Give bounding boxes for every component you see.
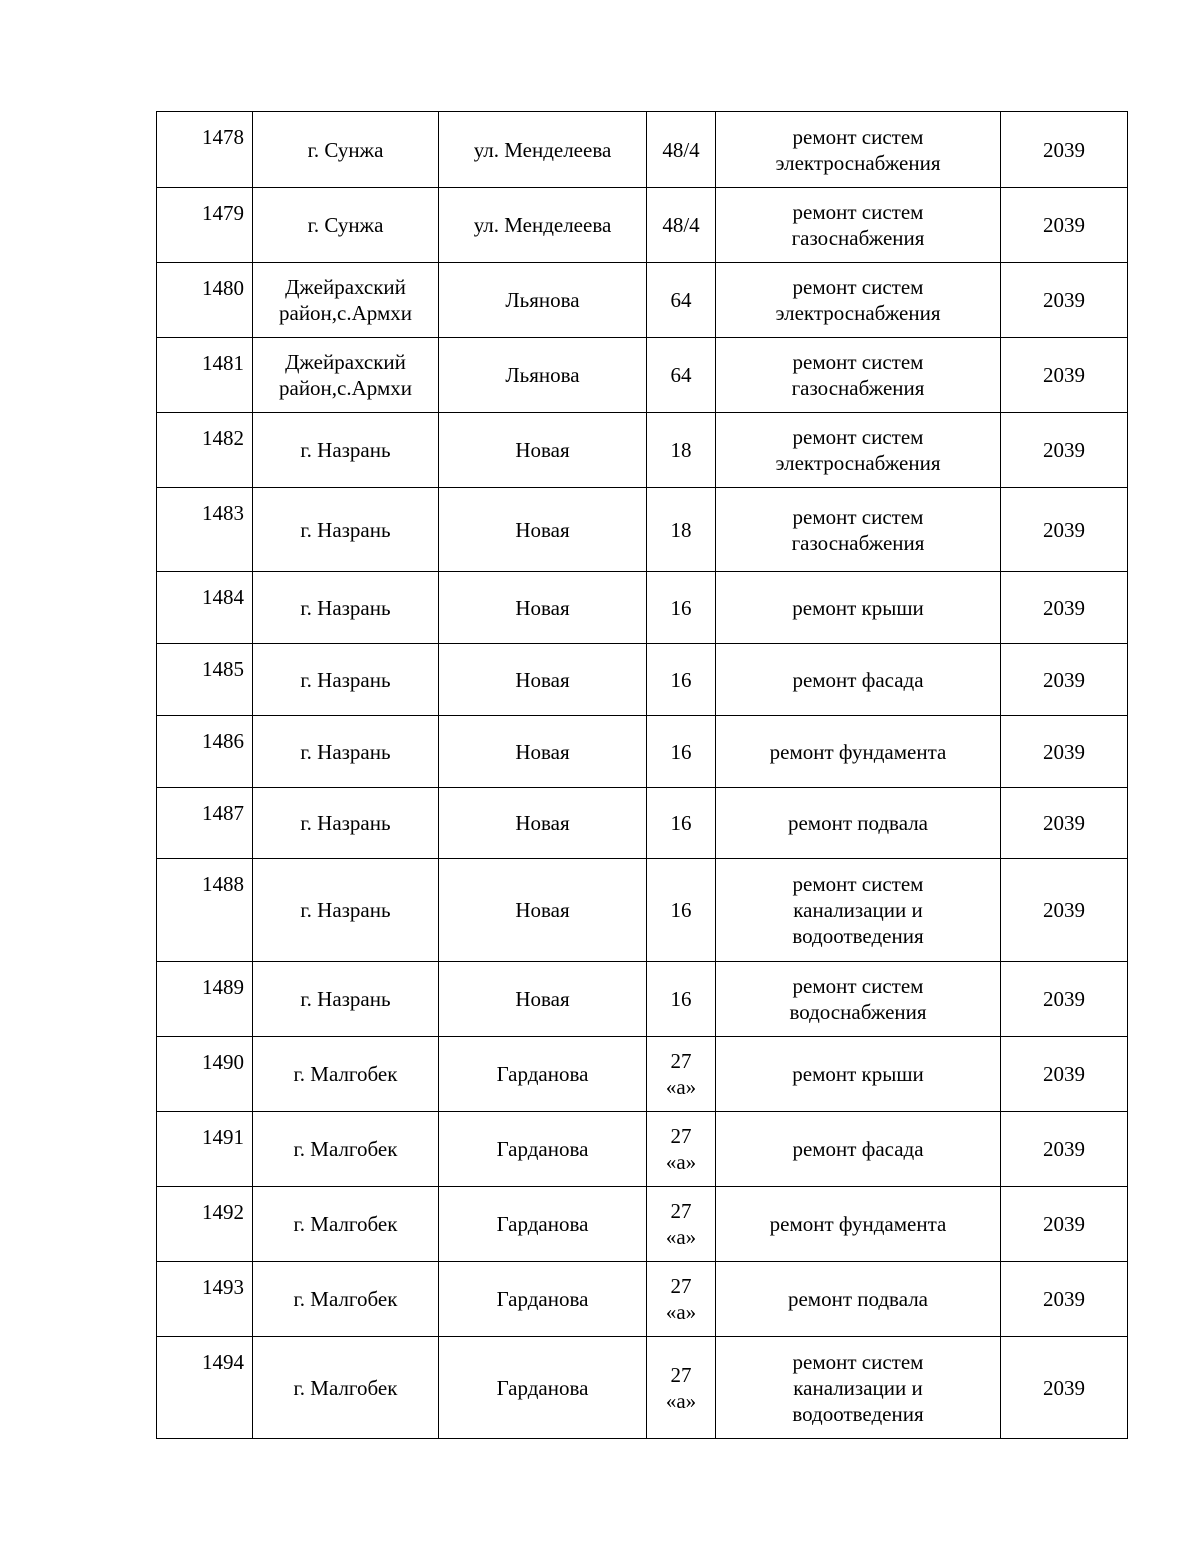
cell-house-line: 18	[670, 438, 692, 462]
cell-locality-line: г. Малгобек	[293, 1375, 398, 1400]
cell-house	[647, 1337, 716, 1439]
cell-year: 2039	[1001, 572, 1128, 644]
cell-house	[647, 413, 716, 488]
cell-work-type-line: электроснабжения	[775, 150, 941, 175]
cell-locality	[253, 413, 439, 488]
cell-house	[647, 716, 716, 788]
cell-year: 2039	[1001, 788, 1128, 859]
cell-house	[647, 1262, 716, 1337]
cell-work-type-line: канализации и	[793, 1375, 923, 1400]
cell-locality-line: Джейрахский	[285, 350, 406, 374]
cell-work-type	[716, 112, 1001, 188]
cell-house	[647, 1112, 716, 1187]
cell-house	[647, 112, 716, 188]
cell-locality-line: г. Назрань	[300, 898, 391, 922]
cell-work-type-line: ремонт систем	[792, 425, 924, 449]
table-row	[157, 644, 1128, 716]
cell-work-type-line: электроснабжения	[775, 301, 941, 325]
cell-work-type-line: ремонт систем	[792, 504, 924, 529]
cell-house-line: 48/4	[662, 137, 700, 162]
cell-year: 2039	[1001, 338, 1128, 413]
cell-year: 2039	[1001, 1262, 1128, 1337]
cell-locality	[253, 1262, 439, 1337]
cell-year: 2039	[1001, 716, 1128, 788]
cell-locality	[253, 1112, 439, 1187]
cell-street: Новая	[439, 413, 647, 488]
cell-house-line: «а»	[665, 1150, 697, 1174]
cell-number: 1493	[157, 1262, 253, 1337]
cell-year: 2039	[1001, 644, 1128, 716]
cell-street: Льянова	[439, 263, 647, 338]
cell-number: 1494	[157, 1337, 253, 1439]
cell-locality	[253, 1037, 439, 1112]
cell-number: 1489	[157, 962, 253, 1037]
cell-locality-line: г. Малгобек	[293, 1212, 398, 1236]
cell-street: Гарданова	[439, 1187, 647, 1262]
cell-locality	[253, 338, 439, 413]
cell-locality-line: г. Малгобек	[293, 1137, 398, 1161]
cell-work-type-line: газоснабжения	[791, 376, 925, 400]
cell-house-line: 27	[670, 1124, 692, 1148]
cell-locality	[253, 188, 439, 263]
table-row	[157, 338, 1128, 413]
cell-work-type-line: ремонт фундамента	[769, 1212, 947, 1236]
cell-locality-line: г. Сунжа	[307, 213, 384, 237]
cell-work-type	[716, 1112, 1001, 1187]
cell-street: Новая	[439, 644, 647, 716]
table-row	[157, 263, 1128, 338]
cell-house-line: 18	[670, 517, 692, 542]
cell-year: 2039	[1001, 859, 1128, 962]
cell-locality-line: г. Сунжа	[307, 137, 384, 162]
cell-work-type-line: ремонт фундамента	[769, 739, 947, 764]
cell-number: 1484	[157, 572, 253, 644]
cell-work-type	[716, 1337, 1001, 1439]
cell-work-type-line: ремонт фасада	[792, 1137, 924, 1161]
cell-work-type-line: ремонт систем	[792, 872, 924, 896]
cell-locality-line: г. Назрань	[300, 595, 391, 620]
cell-locality-line: г. Назрань	[300, 739, 391, 764]
cell-house-line: «а»	[665, 1075, 697, 1099]
cell-number: 1486	[157, 716, 253, 788]
cell-year: 2039	[1001, 1337, 1128, 1439]
cell-work-type	[716, 644, 1001, 716]
cell-work-type-line: ремонт крыши	[792, 1062, 924, 1086]
cell-work-type-line: ремонт фасада	[792, 667, 924, 692]
cell-house-line: 27	[670, 1049, 692, 1073]
cell-street: Гарданова	[439, 1037, 647, 1112]
cell-locality	[253, 859, 439, 962]
cell-locality	[253, 716, 439, 788]
table-row	[157, 716, 1128, 788]
cell-work-type-line: ремонт систем	[792, 1349, 924, 1374]
cell-number: 1481	[157, 338, 253, 413]
cell-house-line: «а»	[665, 1300, 697, 1324]
cell-number: 1488	[157, 859, 253, 962]
cell-year: 2039	[1001, 1187, 1128, 1262]
cell-locality	[253, 644, 439, 716]
cell-locality	[253, 962, 439, 1037]
cell-work-type	[716, 788, 1001, 859]
cell-street: ул. Менделеева	[439, 188, 647, 263]
cell-street: Гарданова	[439, 1262, 647, 1337]
table-row	[157, 1337, 1128, 1439]
cell-number: 1483	[157, 488, 253, 572]
cell-house-line: 16	[670, 595, 692, 620]
cell-number: 1487	[157, 788, 253, 859]
cell-work-type	[716, 1037, 1001, 1112]
cell-house-line: 48/4	[662, 213, 700, 237]
cell-house-line: 27	[670, 1362, 692, 1387]
cell-locality-line: г. Малгобек	[293, 1062, 398, 1086]
cell-house	[647, 1187, 716, 1262]
cell-locality	[253, 488, 439, 572]
cell-number: 1482	[157, 413, 253, 488]
cell-locality-line: г. Назрань	[300, 987, 391, 1011]
cell-work-type	[716, 263, 1001, 338]
cell-house	[647, 263, 716, 338]
table-row	[157, 1187, 1128, 1262]
cell-street: Новая	[439, 716, 647, 788]
table-row	[157, 572, 1128, 644]
cell-house-line: 27	[670, 1274, 692, 1298]
cell-number: 1492	[157, 1187, 253, 1262]
cell-work-type-line: электроснабжения	[775, 451, 941, 475]
cell-work-type	[716, 962, 1001, 1037]
cell-work-type-line: ремонт подвала	[787, 811, 929, 835]
table-row	[157, 112, 1128, 188]
cell-year: 2039	[1001, 1037, 1128, 1112]
cell-work-type-line: водоотведения	[792, 924, 924, 948]
cell-work-type-line: ремонт систем	[792, 974, 924, 998]
cell-work-type-line: газоснабжения	[791, 226, 925, 250]
cell-locality-line: Джейрахский	[285, 275, 406, 299]
cell-number: 1480	[157, 263, 253, 338]
table-row	[157, 962, 1128, 1037]
cell-locality-line: район,с.Армхи	[279, 376, 412, 400]
table-row	[157, 1037, 1128, 1112]
cell-locality-line: район,с.Армхи	[279, 301, 412, 325]
table-body	[157, 112, 1128, 1439]
cell-work-type	[716, 859, 1001, 962]
cell-work-type-line: ремонт систем	[792, 350, 924, 374]
cell-street: Новая	[439, 962, 647, 1037]
cell-work-type-line: водоснабжения	[789, 1000, 927, 1024]
cell-year: 2039	[1001, 1112, 1128, 1187]
cell-locality-line: г. Назрань	[300, 438, 391, 462]
cell-year: 2039	[1001, 962, 1128, 1037]
table-row	[157, 859, 1128, 962]
table-row	[157, 488, 1128, 572]
cell-house	[647, 188, 716, 263]
cell-house-line: 16	[670, 898, 692, 922]
cell-work-type	[716, 1187, 1001, 1262]
cell-house	[647, 1037, 716, 1112]
cell-house	[647, 859, 716, 962]
cell-street: Новая	[439, 859, 647, 962]
table-row	[157, 788, 1128, 859]
cell-street: Новая	[439, 572, 647, 644]
cell-house-line: 16	[670, 739, 692, 764]
cell-work-type-line: канализации и	[793, 898, 923, 922]
cell-house	[647, 962, 716, 1037]
cell-street: Новая	[439, 488, 647, 572]
cell-locality	[253, 572, 439, 644]
cell-locality	[253, 788, 439, 859]
cell-street: Новая	[439, 788, 647, 859]
cell-year: 2039	[1001, 188, 1128, 263]
cell-number: 1491	[157, 1112, 253, 1187]
cell-work-type-line: ремонт систем	[792, 124, 924, 149]
cell-locality-line: г. Малгобек	[293, 1287, 398, 1311]
cell-work-type	[716, 1262, 1001, 1337]
cell-house-line: 16	[670, 811, 692, 835]
cell-year: 2039	[1001, 112, 1128, 188]
table-row	[157, 188, 1128, 263]
cell-house	[647, 572, 716, 644]
cell-street: Гарданова	[439, 1337, 647, 1439]
table-row	[157, 413, 1128, 488]
cell-work-type	[716, 338, 1001, 413]
cell-year: 2039	[1001, 488, 1128, 572]
cell-number: 1478	[157, 112, 253, 188]
cell-house	[647, 644, 716, 716]
cell-work-type	[716, 572, 1001, 644]
cell-work-type	[716, 716, 1001, 788]
cell-work-type	[716, 413, 1001, 488]
cell-house-line: 64	[670, 363, 692, 387]
cell-house-line: 27	[670, 1199, 692, 1223]
cell-street: Льянова	[439, 338, 647, 413]
cell-street: Гарданова	[439, 1112, 647, 1187]
cell-street: ул. Менделеева	[439, 112, 647, 188]
cell-locality-line: г. Назрань	[300, 811, 391, 835]
cell-work-type-line: ремонт систем	[792, 200, 924, 224]
cell-work-type-line: ремонт подвала	[787, 1287, 929, 1311]
cell-work-type	[716, 488, 1001, 572]
cell-locality	[253, 1337, 439, 1439]
cell-year: 2039	[1001, 263, 1128, 338]
cell-year: 2039	[1001, 413, 1128, 488]
cell-house-line: 16	[670, 667, 692, 692]
cell-locality	[253, 1187, 439, 1262]
cell-work-type	[716, 188, 1001, 263]
cell-number: 1490	[157, 1037, 253, 1112]
cell-work-type-line: ремонт систем	[792, 275, 924, 299]
table-row	[157, 1262, 1128, 1337]
repair-schedule-table	[156, 111, 1128, 1439]
cell-locality-line: г. Назрань	[300, 667, 391, 692]
table-row	[157, 1112, 1128, 1187]
cell-house	[647, 338, 716, 413]
cell-work-type-line: ремонт крыши	[792, 595, 924, 620]
cell-work-type-line: водоотведения	[792, 1401, 924, 1426]
cell-number: 1479	[157, 188, 253, 263]
cell-house	[647, 788, 716, 859]
cell-house-line: 16	[670, 987, 692, 1011]
cell-house-line: 64	[670, 288, 692, 312]
cell-locality	[253, 263, 439, 338]
cell-number: 1485	[157, 644, 253, 716]
cell-locality	[253, 112, 439, 188]
cell-house-line: «а»	[665, 1388, 697, 1413]
cell-work-type-line: газоснабжения	[791, 530, 925, 555]
cell-house	[647, 488, 716, 572]
cell-locality-line: г. Назрань	[300, 517, 391, 542]
cell-house-line: «а»	[665, 1225, 697, 1249]
